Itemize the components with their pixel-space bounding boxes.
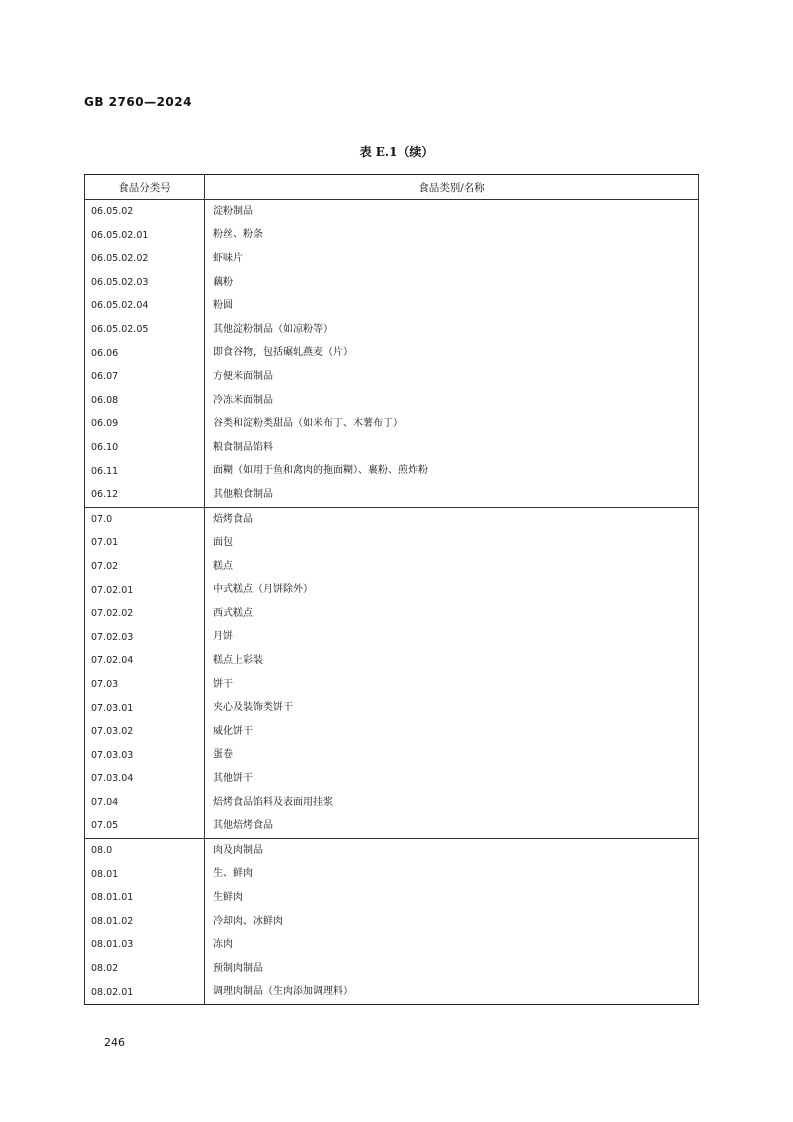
table-row <box>85 744 699 768</box>
category-name: 藕粉 <box>205 271 699 295</box>
table-row <box>85 839 699 863</box>
category-name: 蛋卷 <box>205 744 699 768</box>
category-code: 06.09 <box>91 418 119 430</box>
table-row <box>85 981 699 1005</box>
category-code: 06.06 <box>91 347 119 359</box>
column-header-name: 食品类别/名称 <box>205 175 699 200</box>
category-code: 07.04 <box>91 796 119 808</box>
category-name: 冷冻米面制品 <box>205 389 699 413</box>
category-code: 08.01 <box>91 868 119 880</box>
category-code: 07.02 <box>91 560 119 572</box>
category-name: 夹心及装饰类饼干 <box>205 696 699 720</box>
table-row <box>85 483 699 507</box>
table-row <box>85 342 699 366</box>
table-row <box>85 626 699 650</box>
category-code: 06.12 <box>91 489 119 501</box>
category-code: 06.11 <box>91 465 119 477</box>
category-code: 06.05.02.05 <box>91 324 149 336</box>
table-body <box>85 200 699 1005</box>
food-category-table <box>84 174 699 1005</box>
table-row <box>85 720 699 744</box>
category-name: 冷却肉、冰鲜肉 <box>205 910 699 934</box>
table-row <box>85 886 699 910</box>
category-name: 其他饼干 <box>205 767 699 791</box>
table-row <box>85 602 699 626</box>
table-row <box>85 412 699 436</box>
category-name: 生鲜肉 <box>205 886 699 910</box>
table-row <box>85 460 699 484</box>
table-row <box>85 224 699 248</box>
table-row <box>85 814 699 838</box>
category-name: 其他淀粉制品（如凉粉等） <box>205 318 699 342</box>
category-code: 08.01.03 <box>91 939 134 951</box>
category-name: 即食谷物，包括碾轧燕麦（片） <box>205 342 699 366</box>
category-code: 07.02.02 <box>91 608 134 620</box>
table-row <box>85 271 699 295</box>
table-row <box>85 555 699 579</box>
category-name: 粉丝、粉条 <box>205 224 699 248</box>
table-row <box>85 507 699 531</box>
category-name: 方便米面制品 <box>205 365 699 389</box>
category-name: 冻肉 <box>205 933 699 957</box>
category-name: 粉圆 <box>205 294 699 318</box>
category-code: 07.03 <box>91 678 119 690</box>
table-row <box>85 791 699 815</box>
category-name: 肉及肉制品 <box>205 839 699 863</box>
category-name: 西式糕点 <box>205 602 699 626</box>
category-name: 其他焙烤食品 <box>205 814 699 838</box>
category-name: 威化饼干 <box>205 720 699 744</box>
category-code: 06.05.02.03 <box>91 276 149 288</box>
category-code: 07.03.03 <box>91 749 134 761</box>
category-name: 其他粮食制品 <box>205 483 699 507</box>
category-code: 08.02 <box>91 963 119 975</box>
table-header-row <box>85 175 699 200</box>
category-code: 08.02.01 <box>91 986 134 998</box>
category-code: 06.05.02.04 <box>91 300 149 312</box>
page-number: 246 <box>104 1036 125 1049</box>
table-row <box>85 673 699 697</box>
table-row <box>85 863 699 887</box>
category-code: 08.01.01 <box>91 892 134 904</box>
category-name: 焙烤食品馅料及表面用挂浆 <box>205 791 699 815</box>
table-row <box>85 767 699 791</box>
category-code: 06.05.02 <box>91 206 134 218</box>
category-code: 06.05.02.02 <box>91 253 149 265</box>
category-name: 糕点 <box>205 555 699 579</box>
table-row <box>85 957 699 981</box>
category-name: 谷类和淀粉类甜品（如米布丁、木薯布丁） <box>205 412 699 436</box>
category-name: 粮食制品馅料 <box>205 436 699 460</box>
category-code: 08.01.02 <box>91 915 134 927</box>
table-row <box>85 696 699 720</box>
standard-code: GB 2760—2024 <box>84 95 192 109</box>
table-row <box>85 200 699 224</box>
category-name: 饼干 <box>205 673 699 697</box>
category-name: 预制肉制品 <box>205 957 699 981</box>
category-code: 06.07 <box>91 371 119 383</box>
category-code: 07.02.01 <box>91 584 134 596</box>
category-code: 06.08 <box>91 394 119 406</box>
category-name: 淀粉制品 <box>205 200 699 224</box>
category-name: 月饼 <box>205 626 699 650</box>
category-code: 07.02.04 <box>91 655 134 667</box>
table-row <box>85 365 699 389</box>
category-code: 08.0 <box>85 839 205 863</box>
column-header-code: 食品分类号 <box>85 175 205 200</box>
table-row <box>85 579 699 603</box>
category-name: 生、鲜肉 <box>205 863 699 887</box>
category-name: 中式糕点（月饼除外） <box>205 579 699 603</box>
category-name: 面糊（如用于鱼和禽肉的拖面糊）、裹粉、煎炸粉 <box>205 460 699 484</box>
category-code: 07.03.01 <box>91 702 134 714</box>
table-row <box>85 318 699 342</box>
table-row <box>85 531 699 555</box>
category-name: 调理肉制品（生肉添加调理料） <box>205 981 699 1005</box>
category-name: 面包 <box>205 531 699 555</box>
category-code: 06.10 <box>91 441 119 453</box>
category-name: 糕点上彩装 <box>205 649 699 673</box>
table-row <box>85 389 699 413</box>
category-code: 07.01 <box>91 537 119 549</box>
category-code: 07.03.02 <box>91 726 134 738</box>
table-row <box>85 294 699 318</box>
category-code: 07.03.04 <box>91 773 134 785</box>
table-row <box>85 910 699 934</box>
category-name: 虾味片 <box>205 247 699 271</box>
category-code: 07.0 <box>85 507 205 531</box>
table-row <box>85 436 699 460</box>
category-name: 焙烤食品 <box>205 507 699 531</box>
category-code: 06.05.02.01 <box>91 229 149 241</box>
table-title: 表 E.1（续） <box>359 145 434 159</box>
table-row <box>85 933 699 957</box>
category-code: 07.05 <box>91 820 119 832</box>
table-row <box>85 649 699 673</box>
table-row <box>85 247 699 271</box>
category-code: 07.02.03 <box>91 631 134 643</box>
